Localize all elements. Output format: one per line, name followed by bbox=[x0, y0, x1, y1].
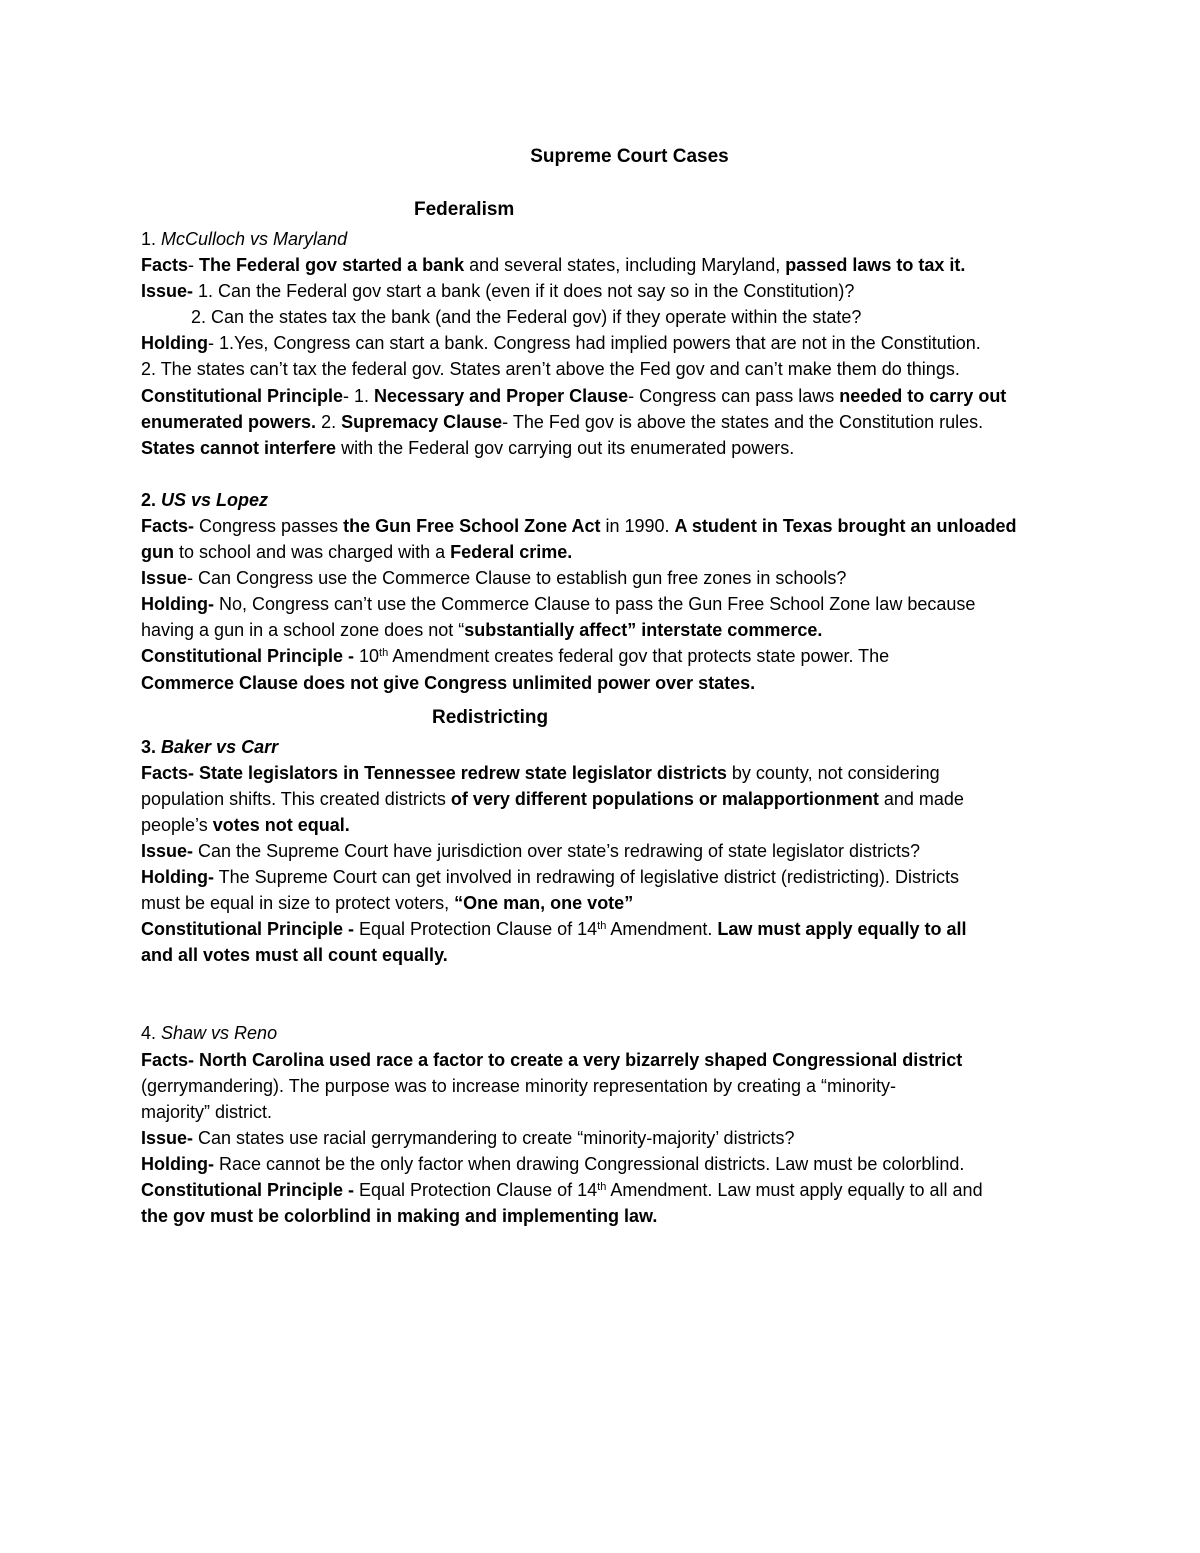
facts-line: Facts- The Federal gov started a bank and several states, including Maryland, passed laws to tax it. bbox=[141, 255, 966, 276]
principle-line-2: enumerated powers. 2. Supremacy Clause- The Fed gov is above the states and the Constitution rules. bbox=[141, 411, 984, 432]
facts-line-3: majority” district. bbox=[141, 1101, 273, 1122]
issue-line: Issue- Can states use racial gerrymandering to create “minority-majority’ districts? bbox=[141, 1127, 795, 1148]
case-heading: 2. US vs Lopez bbox=[141, 489, 269, 510]
holding-line: Holding- Race cannot be the only factor when drawing Congressional districts. Law must be colorblind. bbox=[141, 1153, 965, 1174]
facts-line-2: (gerrymandering). The purpose was to increase minority representation by creating a “minority- bbox=[141, 1075, 896, 1096]
facts-line-2: population shifts. This created districts of very different populations or malapportionment and made bbox=[141, 788, 964, 809]
principle-line-2: the gov must be colorblind in making and implementing law. bbox=[141, 1206, 658, 1227]
case-baker bbox=[141, 734, 1080, 969]
principle-line-2: Commerce Clause does not give Congress unlimited power over states. bbox=[141, 672, 756, 693]
holding-line: Holding- No, Congress can’t use the Commerce Clause to pass the Gun Free School Zone law because bbox=[141, 594, 976, 615]
case-heading: 1. McCulloch vs Maryland bbox=[141, 229, 348, 249]
document-title: Supreme Court Cases bbox=[530, 146, 729, 167]
section-heading-federalism: Federalism bbox=[414, 199, 515, 220]
issue-line: Issue- Can Congress use the Commerce Clause to establish gun free zones in schools? bbox=[141, 568, 847, 589]
principle-line: Constitutional Principle- 1. Necessary and Proper Clause- Congress can pass laws needed to carry out bbox=[141, 385, 1007, 406]
facts-line: Facts- Congress passes the Gun Free School Zone Act in 1990. A student in Texas brought an unloaded bbox=[141, 515, 1017, 536]
holding-line-2: 2. The states can’t tax the federal gov. States aren’t above the Fed gov and can’t make them do things. bbox=[141, 359, 960, 380]
facts-line-2: gun to school and was charged with a Federal crime. bbox=[141, 542, 573, 563]
case-heading: 3. Baker vs Carr bbox=[141, 736, 279, 757]
facts-line: Facts- State legislators in Tennessee redrew state legislator districts by county, not considering bbox=[141, 762, 940, 783]
issue-line: Issue- Can the Supreme Court have jurisdiction over state’s redrawing of state legislator districts? bbox=[141, 840, 921, 861]
spacer bbox=[141, 968, 1080, 1020]
principle-line-3: States cannot interfere with the Federal gov carrying out its enumerated powers. bbox=[141, 437, 795, 458]
section-heading-redistricting: Redistricting bbox=[432, 706, 549, 728]
spacer bbox=[141, 461, 1080, 487]
facts-line: Facts- North Carolina used race a factor to create a very bizarrely shaped Congressional district bbox=[141, 1049, 963, 1070]
issue-line: Issue- 1. Can the Federal gov start a bank (even if it does not say so in the Constitution)? bbox=[141, 281, 855, 302]
principle-line-2: and all votes must all count equally. bbox=[141, 945, 448, 966]
case-lopez bbox=[141, 487, 1080, 696]
case-shaw bbox=[141, 1020, 1080, 1229]
principle-line: Constitutional Principle - Equal Protection Clause of 14th Amendment. Law must apply equally to all bbox=[141, 919, 967, 940]
facts-line-3: people’s votes not equal. bbox=[141, 814, 350, 835]
principle-line: Constitutional Principle - 10th Amendment creates federal gov that protects state power. The bbox=[141, 646, 890, 667]
issue-line-2: 2. Can the states tax the bank (and the Federal gov) if they operate within the state? bbox=[191, 307, 862, 328]
holding-line-2: must be equal in size to protect voters, “One man, one vote” bbox=[141, 893, 634, 914]
holding-line: Holding- The Supreme Court can get involved in redrawing of legislative district (redistricting). Districts bbox=[141, 867, 959, 888]
case-heading: 4. Shaw vs Reno bbox=[141, 1023, 278, 1044]
holding-line: Holding- 1.Yes, Congress can start a bank. Congress had implied powers that are not in the Constitution. bbox=[141, 333, 981, 354]
holding-line-2: having a gun in a school zone does not “substantially affect” interstate commerce. bbox=[141, 620, 823, 641]
principle-line: Constitutional Principle - Equal Protection Clause of 14th Amendment. Law must apply equally to all and bbox=[141, 1180, 983, 1200]
case-mcculloch bbox=[141, 226, 1080, 461]
